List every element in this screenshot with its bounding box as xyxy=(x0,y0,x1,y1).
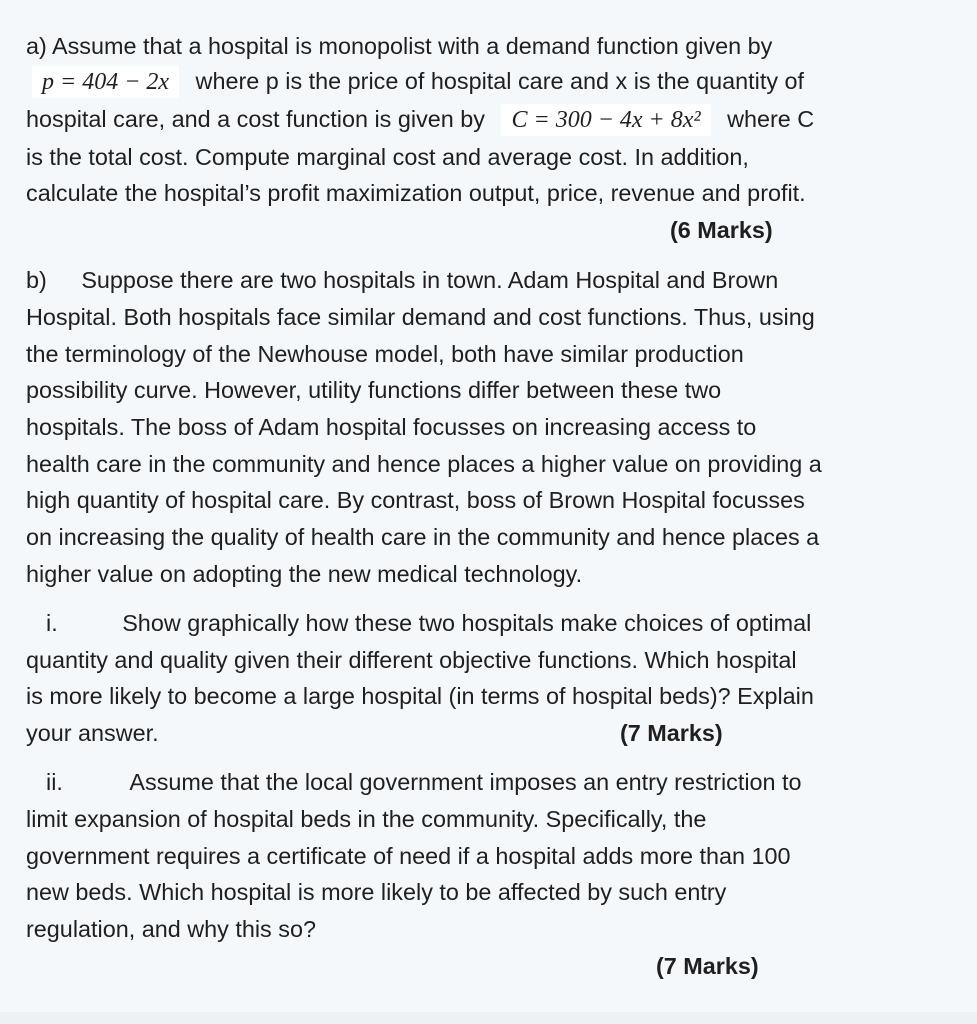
part-b-i-line-2: quantity and quality given their different objective functions. Which hospital xyxy=(26,647,797,673)
part-b-ii-line-4: new beds. Which hospital is more likely to be affected by such entry xyxy=(26,879,727,905)
part-b-ii-text-1: Assume that the local government imposes an entry restriction to xyxy=(129,769,802,795)
part-b-i-text-1: Show graphically how these two hospitals make choices of optimal xyxy=(122,610,812,636)
part-b-line-6: health care in the community and hence places a higher value on providing a xyxy=(26,451,822,477)
cost-equation: C = 300 − 4x + 8x² xyxy=(501,104,710,136)
demand-equation: p = 404 − 2x xyxy=(32,66,179,98)
part-a-marks: (6 Marks) xyxy=(670,217,773,243)
part-b-ii-marks: (7 Marks) xyxy=(656,953,759,979)
part-b-line-8: on increasing the quality of health care in the community and hence places a xyxy=(26,524,820,550)
part-b-i-marks: (7 Marks) xyxy=(620,720,723,746)
part-a-line-3 xyxy=(26,104,814,134)
part-b-line-3: the terminology of the Newhouse model, both have similar production xyxy=(26,341,744,367)
part-b-label: b) xyxy=(26,267,47,293)
part-b-ii-line-1 xyxy=(26,767,802,797)
part-b-i-line-4: your answer. xyxy=(26,720,159,746)
part-b-ii-line-2: limit expansion of hospital beds in the community. Specifically, the xyxy=(26,806,707,832)
part-b-text-1: Suppose there are two hospitals in town. Adam Hospital and Brown xyxy=(81,267,779,293)
part-b-i-label: i. xyxy=(46,610,58,636)
part-b-line-1 xyxy=(26,265,778,295)
part-a-line-1: a) Assume that a hospital is monopolist with a demand function given by xyxy=(26,33,773,59)
part-a-line-4: is the total cost. Compute marginal cost and average cost. In addition, xyxy=(26,144,749,170)
part-b-i-line-3: is more likely to become a large hospital (in terms of hospital beds)? Explain xyxy=(26,683,814,709)
part-b-line-7: high quantity of hospital care. By contrast, boss of Brown Hospital focusses xyxy=(26,487,805,513)
part-b-i-line-1 xyxy=(26,608,811,638)
part-b-ii-label: ii. xyxy=(46,769,63,795)
part-a-line-5: calculate the hospital’s profit maximization output, price, revenue and profit. xyxy=(26,180,806,206)
part-b-line-4: possibility curve. However, utility functions differ between these two xyxy=(26,377,722,403)
part-b-line-9: higher value on adopting the new medical technology. xyxy=(26,561,583,587)
part-b-ii-line-3: government requires a certificate of need if a hospital adds more than 100 xyxy=(26,843,791,869)
part-a-line-2 xyxy=(32,66,804,96)
part-a-line-3-end: where C xyxy=(727,106,815,132)
part-a-line-3-start: hospital care, and a cost function is given by xyxy=(26,106,485,132)
part-a-line-2-text: where p is the price of hospital care and x is the quantity of xyxy=(195,68,805,94)
part-b-line-2: Hospital. Both hospitals face similar demand and cost functions. Thus, using xyxy=(26,304,815,330)
part-b-line-5: hospitals. The boss of Adam hospital focusses on increasing access to xyxy=(26,414,757,440)
bottom-divider xyxy=(0,1012,977,1024)
part-b-ii-line-5: regulation, and why this so? xyxy=(26,916,316,942)
